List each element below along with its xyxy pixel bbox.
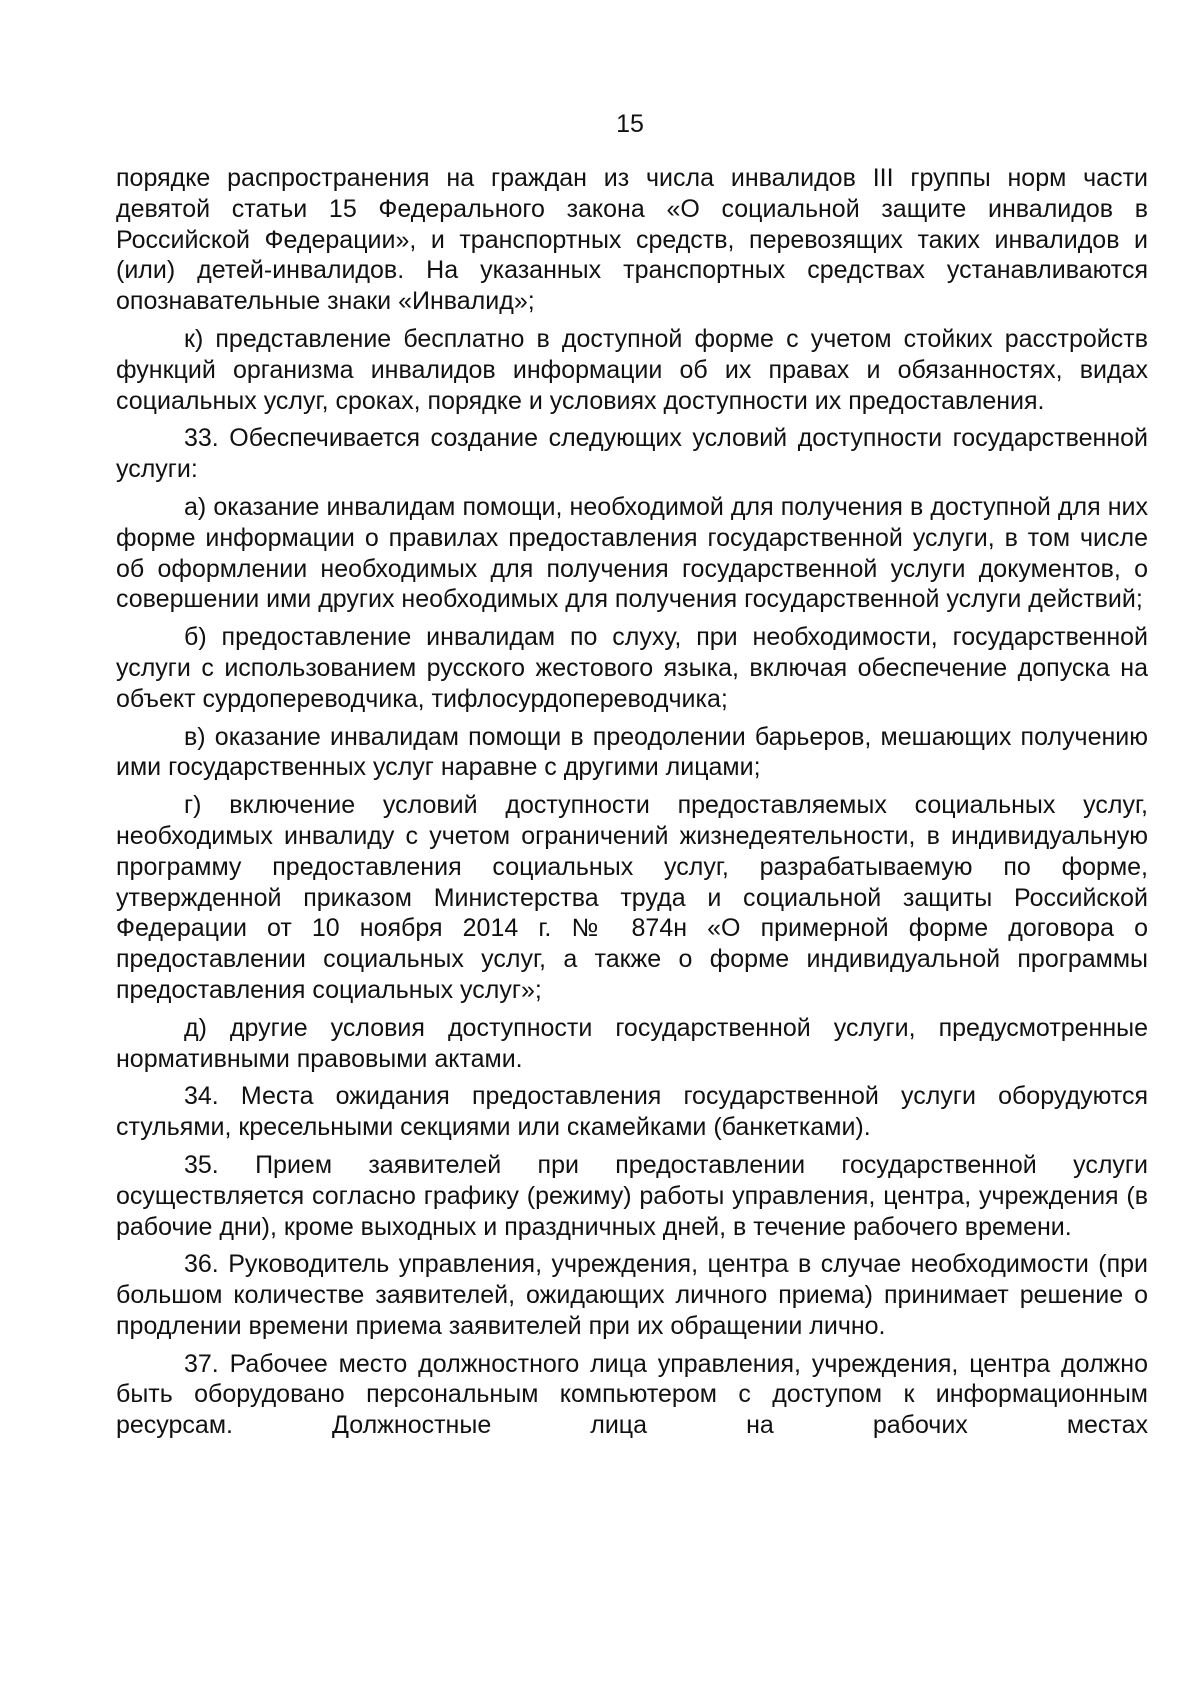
paragraph-item-d: д) другие условия доступности государственной услуги, предусмотренные нормативными правовыми актами. [116, 1013, 1148, 1073]
paragraph-item-b: б) предоставление инвалидам по слуху, при необходимости, государственной услуги с использованием русского жестового языка, включая обеспечение допуска на объект сурдопереводчика, тифлосурдопереводчика; [116, 623, 1148, 713]
paragraph-item-a: а) оказание инвалидам помощи, необходимой для получения в доступной для них форме информации о правилах предоставления государственной услуги, в том числе об оформлении необходимых для получения государственной услуги документов, о совершении ими других необходимых для получения государственной услуги действий; [116, 492, 1148, 614]
page-number: 15 [616, 110, 644, 138]
paragraph-37: 37. Рабочее место должностного лица управления, учреждения, центра должно быть оборудовано персональным компьютером с доступом к информационным ресурсам. Должностные лица на рабочих местах [116, 1349, 1148, 1440]
paragraph-continuation: порядке распространения на граждан из числа инвалидов III группы норм части девятой статьи 15 Федерального закона «О социальной защите инвалидов в Российской Федерации», и транспортных средств, перевозящих таких инвалидов и (или) детей-инвалидов. На указанных транспортных средствах устанавливаются опознавательные знаки «Инвалид»; [116, 164, 1148, 316]
paragraph-33: 33. Обеспечивается создание следующих условий доступности государственной услуги: [116, 424, 1148, 484]
paragraph-35: 35. Прием заявителей при предоставлении государственной услуги осуществляется согласно графику (режиму) работы управления, центра, учреждения (в рабочие дни), кроме выходных и праздничных дней, в течение рабочего времени. [116, 1150, 1148, 1241]
paragraph-item-g: г) включение условий доступности предоставляемых социальных услуг, необходимых инвалиду с учетом ограничений жизнедеятельности, в индивидуальную программу предоставления социальных услуг, разрабатываемую по форме, утвержденной приказом Министерства труда и социальной защиты Российской Федерации от 10 ноября 2014 г. № 874н «О примерной форме договора о предоставлении социальных услуг, а также о форме индивидуальной программы предоставления социальных услуг»; [116, 791, 1148, 1004]
paragraph-item-v: в) оказание инвалидам помощи в преодолении барьеров, мешающих получению ими государственных услуг наравне с другими лицами; [116, 722, 1148, 782]
document-body [116, 163, 1148, 1448]
paragraph-item-k: к) представление бесплатно в доступной форме с учетом стойких расстройств функций организма инвалидов информации об их правах и обязанностях, видах социальных услуг, сроках, порядке и условиях доступности их предоставления. [116, 324, 1148, 415]
paragraph-36: 36. Руководитель управления, учреждения, центра в случае необходимости (при большом количестве заявителей, ожидающих личного приема) принимает решение о продлении времени приема заявителей при их обращении лично. [116, 1250, 1148, 1340]
paragraph-34: 34. Места ожидания предоставления государственной услуги оборудуются стульями, кресельными секциями или скамейками (банкетками). [116, 1082, 1148, 1142]
